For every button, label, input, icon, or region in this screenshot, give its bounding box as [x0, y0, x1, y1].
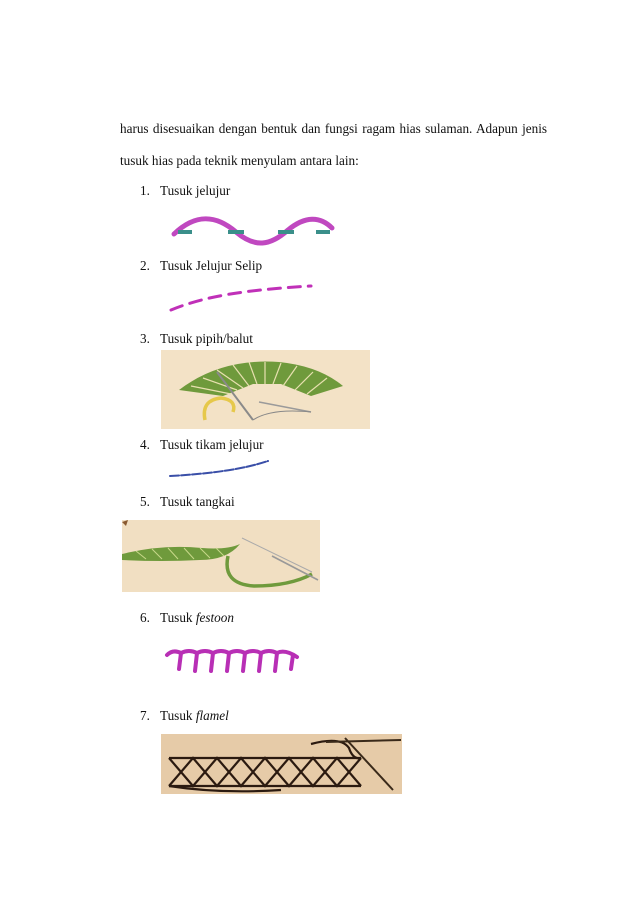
- jelujur-figure: [170, 214, 335, 246]
- item-label: Tusuk Jelujur Selip: [160, 258, 263, 273]
- item-label: Tusuk pipih/balut: [160, 331, 253, 346]
- item-label: Tusuk tikam jelujur: [160, 437, 264, 452]
- list-item: [140, 494, 235, 510]
- tangkai-figure: [122, 520, 320, 592]
- item-label: Tusuk tangkai: [160, 494, 235, 509]
- list-item: [140, 183, 230, 199]
- item-number: 3.: [140, 331, 150, 346]
- pipih-figure: [161, 350, 370, 429]
- item-label-italic: flamel: [195, 708, 229, 723]
- item-number: 1.: [140, 183, 150, 198]
- tikam-jelujur-figure: [166, 458, 272, 480]
- item-label: Tusuk: [160, 708, 196, 723]
- item-number: 4.: [140, 437, 150, 452]
- list-item: [140, 258, 262, 274]
- list-item: [140, 437, 264, 453]
- item-number: 5.: [140, 494, 150, 509]
- item-label-italic: festoon: [195, 610, 234, 625]
- item-number: 7.: [140, 708, 150, 723]
- flamel-figure: [161, 734, 402, 794]
- jelujur-selip-figure: [165, 282, 317, 314]
- item-number: 6.: [140, 610, 150, 625]
- list-item: [140, 331, 253, 347]
- festoon-figure: [163, 645, 303, 677]
- item-number: 2.: [140, 258, 150, 273]
- item-label: Tusuk: [160, 610, 196, 625]
- list-item: [140, 708, 229, 724]
- item-label: Tusuk jelujur: [160, 183, 231, 198]
- paragraph-line-2: tusuk hias pada teknik menyulam antara lain:: [120, 153, 359, 168]
- paragraph-line-1: harus disesuaikan dengan bentuk dan fungsi ragam hias sulaman. Adapun jenis: [120, 121, 547, 136]
- list-item: [140, 610, 234, 626]
